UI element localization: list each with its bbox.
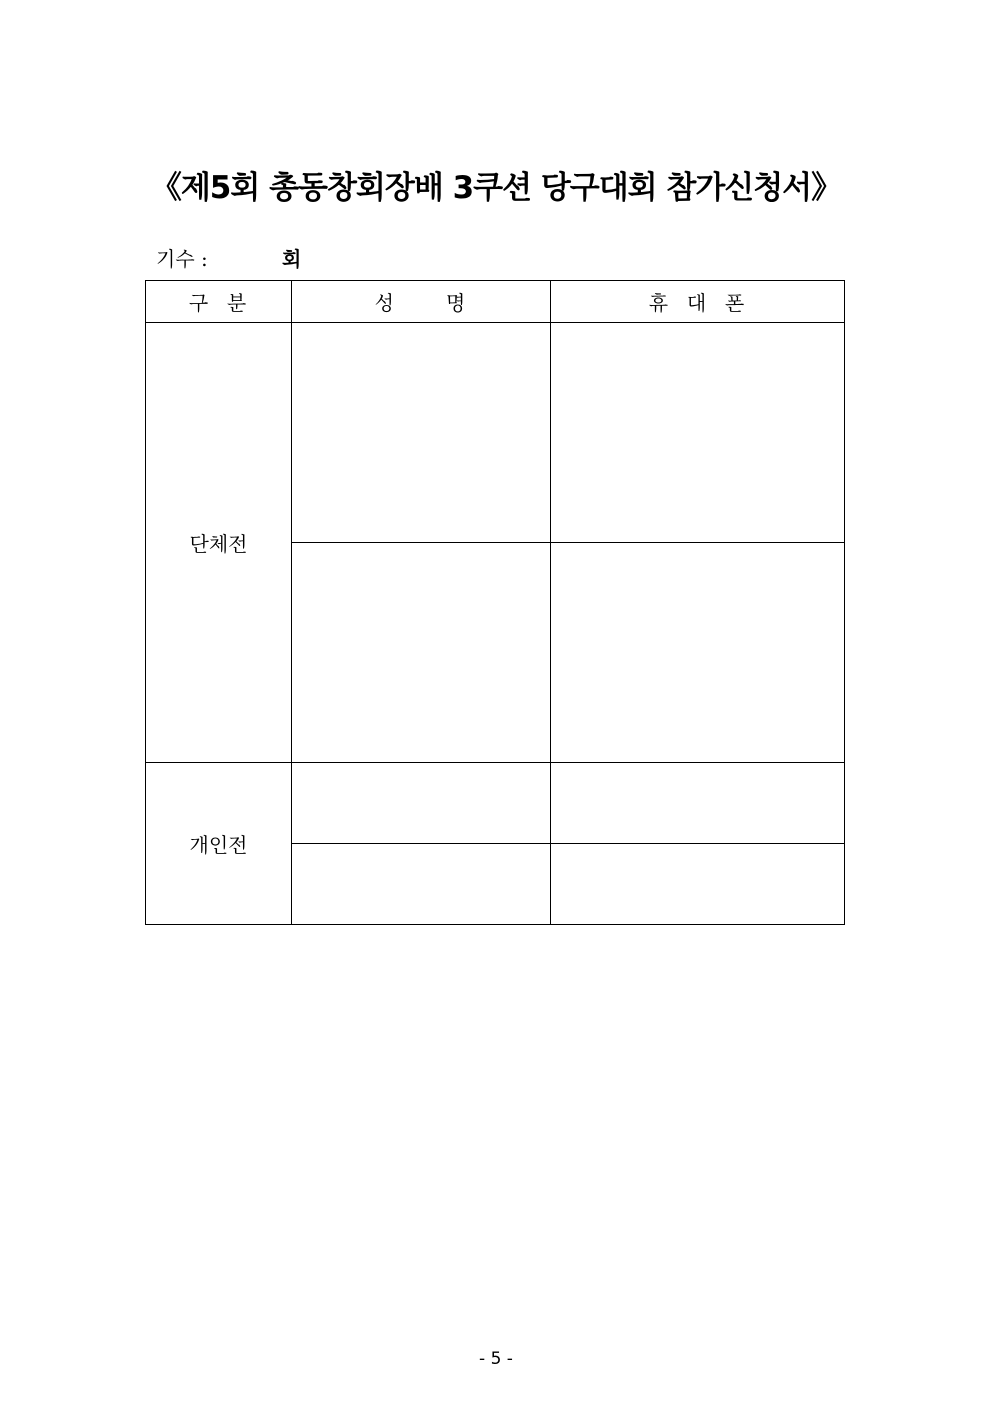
individual-phone-cell-1[interactable] [551, 763, 845, 844]
category-individual: 개인전 [146, 763, 292, 925]
page-number: - 5 - [479, 1349, 513, 1369]
table-header-row [146, 281, 845, 323]
class-year-unit: 회 [282, 247, 302, 271]
individual-name-cell-2[interactable] [292, 844, 551, 925]
class-year-line [156, 244, 301, 274]
category-team: 단체전 [146, 323, 292, 763]
individual-name-cell-1[interactable] [292, 763, 551, 844]
team-phone-cell-1[interactable] [551, 323, 845, 543]
individual-phone-cell-2[interactable] [551, 844, 845, 925]
individual-row-1 [146, 763, 845, 844]
header-category: 구 분 [146, 281, 292, 323]
application-table [145, 280, 845, 925]
team-name-cell-1[interactable] [292, 323, 551, 543]
form-title: 《제5회 총동창회장배 3쿠션 당구대회 참가신청서》 [150, 170, 842, 206]
team-row-1 [146, 323, 845, 543]
team-name-cell-2[interactable] [292, 543, 551, 763]
class-year-label: 기수 : [156, 247, 208, 271]
team-phone-cell-2[interactable] [551, 543, 845, 763]
header-name: 성 명 [292, 281, 551, 323]
header-phone: 휴 대 폰 [551, 281, 845, 323]
